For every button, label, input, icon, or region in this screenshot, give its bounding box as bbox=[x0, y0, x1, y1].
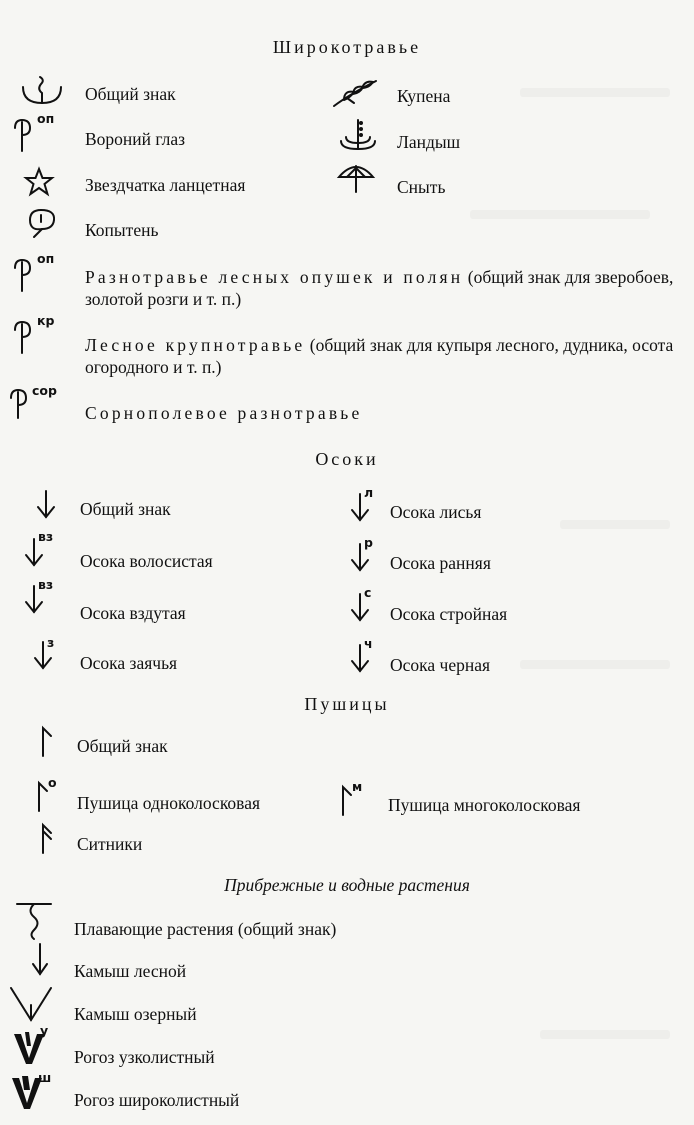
label-voroniy-glaz: Вороний глаз bbox=[85, 129, 186, 149]
superscript-op: оп bbox=[37, 111, 55, 126]
label-rogoz-shirokolistny: Рогоз широколистный bbox=[74, 1090, 240, 1110]
label-cottongrass-multi: Пушица многоколосковая bbox=[388, 795, 581, 815]
show-through bbox=[540, 1030, 670, 1039]
superscript-r: р bbox=[364, 535, 373, 550]
label-tall-forbs-lead: Лесное крупнотравье bbox=[85, 335, 306, 355]
label-sedge-volosistaya: Осока волосистая bbox=[80, 551, 213, 571]
cottongrass-hook-icon bbox=[38, 725, 54, 757]
label-sitniki: Ситники bbox=[77, 834, 143, 854]
reed-icon bbox=[30, 942, 50, 976]
label-kupena: Купена bbox=[397, 86, 451, 106]
label-meadow-forbs-rest: (общий знак для зверобоев, золотой розги и т. п.) bbox=[85, 267, 674, 309]
section-title-aquatic: Прибрежные и водные растения bbox=[224, 875, 470, 895]
label-tall-forbs bbox=[85, 334, 677, 378]
common-broadleaf-icon bbox=[20, 75, 64, 107]
lake-reed-icon bbox=[8, 985, 54, 1023]
label-sedge-zayachya: Осока заячья bbox=[80, 653, 178, 673]
show-through bbox=[520, 88, 670, 97]
label-sedge-rannyaya: Осока ранняя bbox=[390, 553, 491, 573]
snyt-umbrella-icon bbox=[336, 163, 376, 193]
label-weed-forbs: Сорнополевое разнотравье bbox=[85, 403, 363, 423]
superscript-ch: ч bbox=[364, 636, 373, 651]
landysh-icon bbox=[338, 117, 378, 151]
superscript-op: оп bbox=[37, 251, 55, 266]
sedge-arrow-icon bbox=[36, 489, 56, 519]
superscript-vz: вз bbox=[38, 577, 54, 592]
label-rogoz-uzkolistny: Рогоз узколистный bbox=[74, 1047, 215, 1067]
label-common-broadleaf: Общий знак bbox=[85, 84, 176, 104]
label-tall-forbs-rest: (общий знак для купыря лесного, дудника, осота огородного и т. п.) bbox=[85, 335, 674, 377]
superscript-s: с bbox=[364, 585, 372, 600]
rush-icon bbox=[38, 822, 54, 854]
label-cottongrass-single: Пушица одноколосковая bbox=[77, 793, 261, 813]
section-title-cottongrass: Пушицы bbox=[304, 694, 390, 714]
label-sedge-vzdutaya: Осока вздутая bbox=[80, 603, 186, 623]
label-sedge-stroynaya: Осока стройная bbox=[390, 604, 508, 624]
label-sedge-chernaya: Осока черная bbox=[390, 655, 491, 675]
star-icon bbox=[24, 167, 54, 197]
superscript-z: з bbox=[47, 635, 55, 650]
superscript-l: л bbox=[364, 485, 374, 500]
label-kopyten: Копытень bbox=[85, 220, 159, 240]
label-sedge-lisya: Осока лисья bbox=[390, 502, 482, 522]
label-meadow-forbs-lead: Разнотравье лесных опушек и полян bbox=[85, 267, 464, 287]
floating-plant-icon bbox=[16, 900, 52, 940]
show-through bbox=[470, 210, 650, 219]
kopyten-icon bbox=[24, 207, 60, 239]
kupena-icon bbox=[332, 78, 380, 108]
superscript-u: у bbox=[40, 1023, 49, 1038]
label-zvezdchatka: Звездчатка ланцетная bbox=[85, 175, 246, 195]
superscript-sh: ш bbox=[38, 1070, 52, 1085]
superscript-vz: вз bbox=[38, 529, 54, 544]
label-kamysh-lesnoy: Камыш лесной bbox=[74, 961, 187, 981]
label-snyt: Сныть bbox=[397, 177, 446, 197]
label-meadow-forbs bbox=[85, 266, 677, 310]
label-cottongrass-common: Общий знак bbox=[77, 736, 168, 756]
show-through bbox=[520, 660, 670, 669]
label-landysh: Ландыш bbox=[397, 132, 461, 152]
superscript-o: о bbox=[48, 775, 57, 790]
label-floating-plants: Плавающие растения (общий знак) bbox=[74, 919, 337, 939]
section-title-broad-grass: Широкотравье bbox=[272, 37, 422, 57]
superscript-kr: кр bbox=[37, 313, 55, 328]
show-through bbox=[560, 520, 670, 529]
superscript-sor: сор bbox=[32, 383, 57, 398]
superscript-m: м bbox=[352, 779, 363, 794]
section-title-sedges: Осоки bbox=[315, 449, 379, 469]
label-sedge-common: Общий знак bbox=[80, 499, 171, 519]
label-kamysh-ozerny: Камыш озерный bbox=[74, 1004, 197, 1024]
